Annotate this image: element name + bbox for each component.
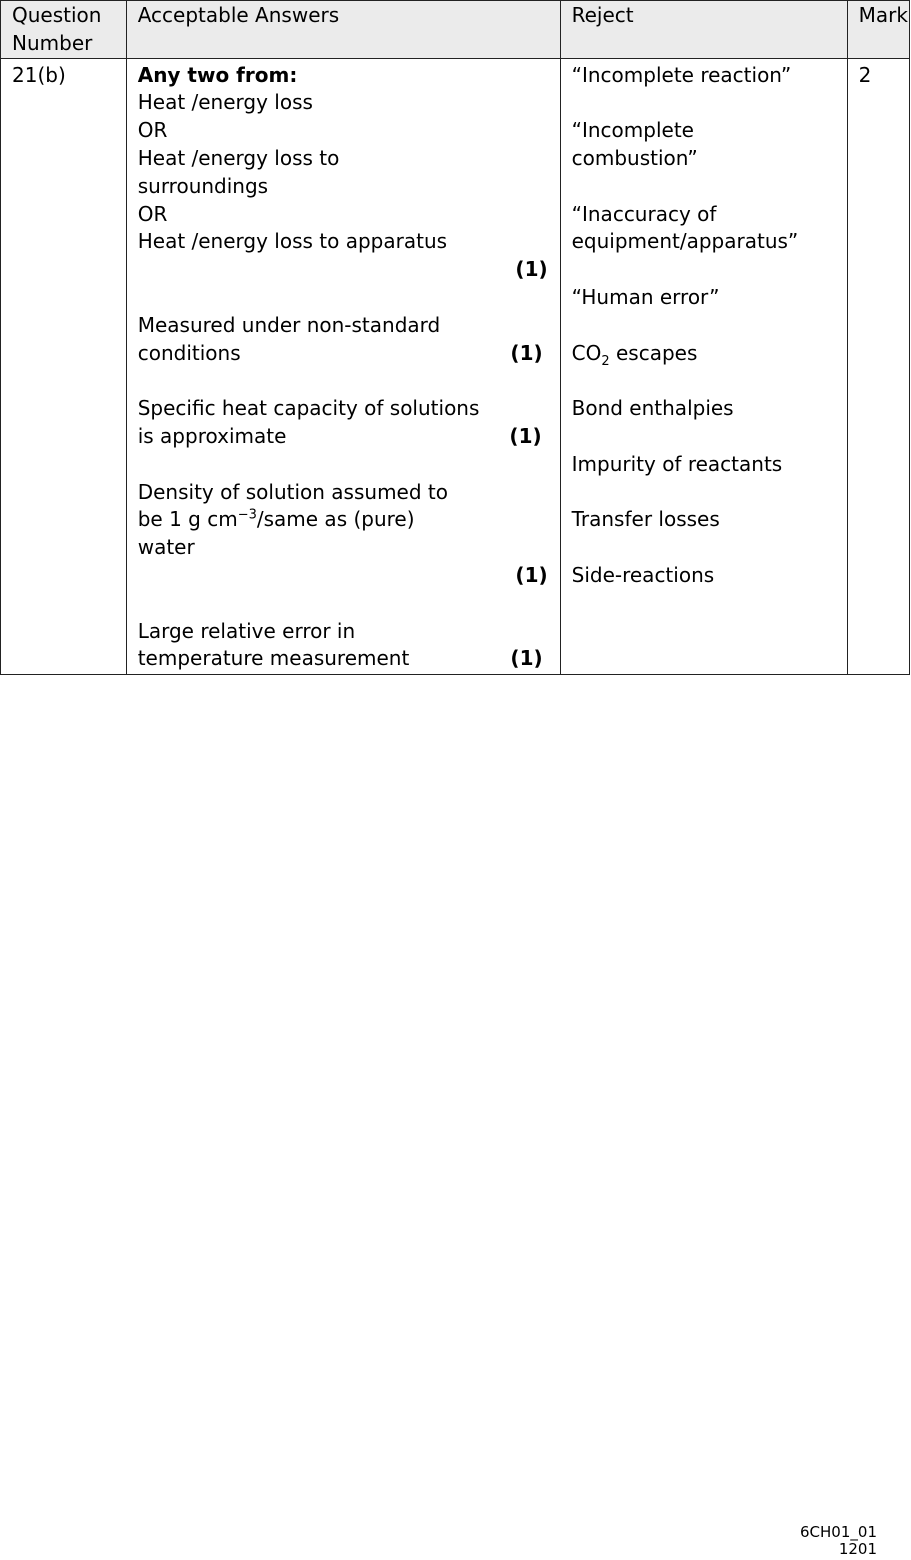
reject-item: “Inaccuracy of <box>571 201 717 226</box>
header-mark: Mark <box>847 1 909 59</box>
reject-item: combustion” <box>571 145 698 170</box>
acceptable-answers-cell <box>126 58 560 674</box>
mark-scheme-table <box>0 0 910 675</box>
reject-item-co2: $CO_2$ escapes <box>571 340 698 369</box>
answer-or: OR <box>137 118 168 143</box>
answer-line-density: be 1 g $cm^{-3}$/same as (pure) <box>137 507 415 532</box>
reject-item: Bond enthalpies <box>571 396 734 421</box>
header-question-number: Question Number <box>1 1 127 59</box>
answer-line: conditions <box>137 340 241 365</box>
table-row <box>1 58 910 674</box>
answer-line: Density of solution assumed to <box>137 479 448 504</box>
header-row <box>1 1 910 59</box>
reject-item: Impurity of reactants <box>571 451 783 476</box>
answer-line: temperature measurement <box>137 646 410 671</box>
reject-item: Transfer losses <box>571 507 720 532</box>
answer-line: surroundings <box>137 173 269 198</box>
reject-item: “Human error” <box>571 284 720 309</box>
answer-mark: (1) <box>510 340 543 365</box>
paper-code: 6CH01_01 <box>800 1523 877 1541</box>
reject-item: “Incomplete <box>571 118 694 143</box>
answer-or: OR <box>137 201 168 226</box>
mark-cell: 2 <box>847 58 909 674</box>
header-reject: Reject <box>560 1 847 59</box>
answer-line: Heat /energy loss to apparatus <box>137 229 448 254</box>
answer-line: Heat /energy loss to <box>137 145 340 170</box>
paper-number: 1201 <box>838 1540 877 1558</box>
reject-item: Side-reactions <box>571 562 715 587</box>
reject-cell <box>560 58 847 674</box>
question-number-cell: 21(b) <box>1 58 127 674</box>
reject-item: equipment/apparatus” <box>571 229 799 254</box>
answer-mark: (1) <box>515 562 548 587</box>
answer-mark: (1) <box>510 646 543 671</box>
answer-line: is approximate <box>137 423 287 448</box>
page-footer <box>800 1524 877 1558</box>
answer-line: Large relative error in <box>137 618 356 643</box>
answer-mark: (1) <box>515 257 548 282</box>
answer-line: water <box>137 535 195 560</box>
answer-mark: (1) <box>509 423 542 448</box>
answers-intro: Any two from: <box>137 62 298 87</box>
header-acceptable-answers: Acceptable Answers <box>126 1 560 59</box>
answer-line: Specific heat capacity of solutions <box>137 396 480 421</box>
answer-line: Heat /energy loss <box>137 90 313 115</box>
answer-line: Measured under non-standard <box>137 312 441 337</box>
reject-item: “Incomplete reaction” <box>571 62 792 87</box>
